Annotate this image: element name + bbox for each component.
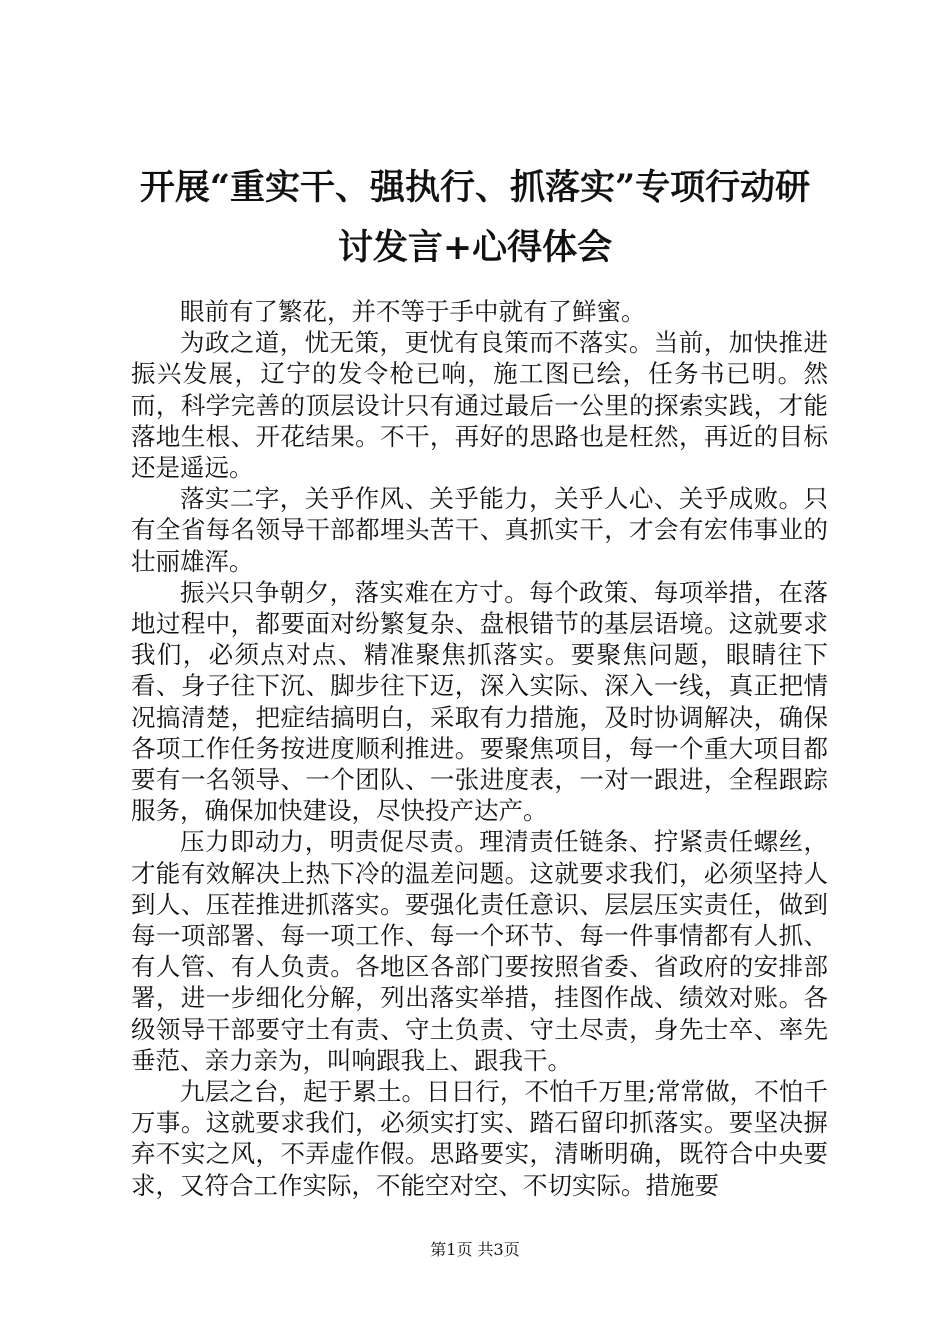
paragraph-6: 九层之台，起于累土。日日行，不怕千万里;常常做，不怕千万事。这就要求我们，必须实打实、踏石留印抓落实。要坚决摒弃不实之风，不弄虚作假。思路要实，清晰明确，既符合中央要求，又符合工作实际，不能空对空、不切实际。措施要: [131, 1077, 828, 1200]
paragraph-2: 为政之道，忧无策，更忧有良策而不落实。当前，加快推进振兴发展，辽宁的发令枪已响，施工图已绘，任务书已明。然而，科学完善的顶层设计只有通过最后一公里的探索实践，才能落地生根、开花结果。不干，再好的思路也是枉然，再近的目标还是遥远。: [131, 328, 828, 483]
document-body: [131, 296, 828, 1201]
title-line-1: 开展“重实干、强执行、抓落实”专项行动研: [139, 167, 811, 208]
paragraph-5: 压力即动力，明责促尽责。理清责任链条、拧紧责任螺丝，才能有效解决上热下冷的温差问题。这就要求我们，必须坚持人到人、压茬推进抓落实。要强化责任意识、层层压实责任，做到每一项部署、每一项工作、每一个环节、每一件事情都有人抓、有人管、有人负责。各地区各部门要按照省委、省政府的安排部署，进一步细化分解，列出落实举措，挂图作战、绩效对账。各级领导干部要守土有责、守土负责、守土尽责，身先士卒、率先垂范、亲力亲为，叫响跟我上、跟我干。: [131, 827, 828, 1075]
paragraph-4: 振兴只争朝夕，落实难在方寸。每个政策、每项举措，在落地过程中，都要面对纷繁复杂、盘根错节的基层语境。这就要求我们，必须点对点、精准聚焦抓落实。要聚焦问题，眼睛往下看、身子往下沉、脚步往下迈，深入实际、深入一线，真正把情况搞清楚，把症结搞明白，采取有力措施，及时协调解决，确保各项工作任务按进度顺利推进。要聚焦项目，每一个重大项目都要有一名领导、一个团队、一张进度表，一对一跟进，全程跟踪服务，确保加快建设，尽快投产达产。: [131, 577, 828, 826]
paragraph-1: 眼前有了繁花，并不等于手中就有了鲜蜜。: [180, 297, 646, 326]
document-title: [120, 158, 830, 278]
paragraph-3: 落实二字，关乎作风、关乎能力，关乎人心、关乎成败。只有全省每名领导干部都埋头苦干、真抓实干，才会有宏伟事业的壮丽雄浑。: [131, 484, 828, 576]
title-line-2: 讨发言+心得体会: [337, 227, 613, 268]
page-footer: 第1页 共3页: [430, 1240, 520, 1259]
